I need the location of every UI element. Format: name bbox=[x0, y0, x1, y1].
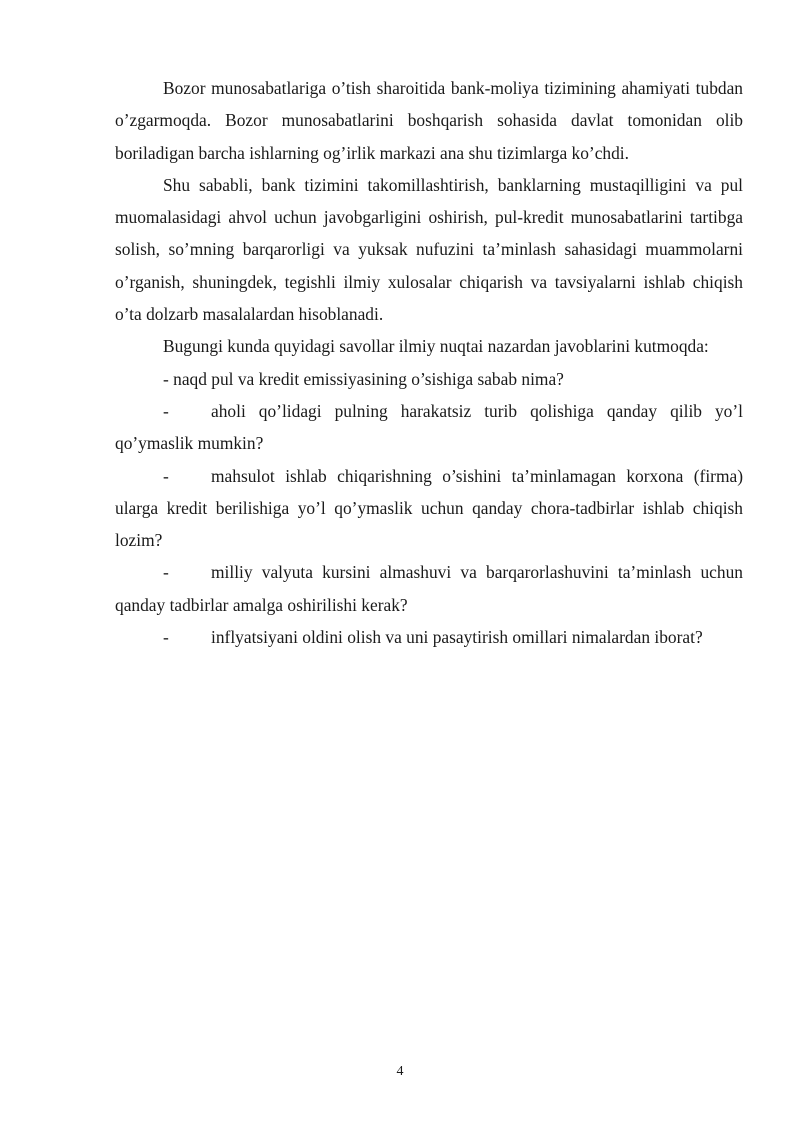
question-text: mahsulot ishlab chiqarishning o’sishini ta’minlamagan korxona (firma) ularga kredit berilishiga yo’l qo’ymaslik uchun qanday chora-tadbirlar ishlab chiqish lozim? bbox=[115, 465, 743, 551]
list-dash: - bbox=[163, 627, 169, 648]
question-item-1: - naqd pul va kredit emissiyasining o’sishiga sabab nima? bbox=[163, 368, 564, 389]
list-dash: - bbox=[163, 562, 169, 583]
question-text: milliy valyuta kursini almashuvi va barqarorlashuvini ta’minlash uchun qanday tadbirlar amalga oshirilishi kerak? bbox=[115, 562, 743, 615]
question-item-4 bbox=[115, 556, 743, 621]
paragraph-1: Bozor munosabatlariga o’tish sharoitida bank-moliya tizimining ahamiyati tubdan o’zgarmoqda. Bozor munosabatlarini boshqarish sohasida davlat tomonidan olib boriladigan barcha ishlarning og’irlik markazi ana shu tizimlarga ko’chdi. bbox=[115, 78, 743, 163]
paragraph-3: Bugungi kunda quyidagi savollar ilmiy nuqtai nazardan javoblarini kutmoqda: bbox=[163, 336, 709, 357]
question-item-3 bbox=[115, 460, 743, 557]
question-item-5 bbox=[115, 621, 743, 653]
paragraph-2: Shu sababli, bank tizimini takomillashtirish, banklarning mustaqilligini va pul muomalasidagi ahvol uchun javobgarligini oshirish, pul-kredit munosabatlarini tartibga solish, so’mning barqarorligi va yuksak nufuzini ta’minlash sahasidagi muammolarni o’rganish, shuningdek, tegishli ilmiy xulosalar chiqarish va tavsiyalarni ishlab chiqish o’ta dolzarb masalalardan hisoblanadi. bbox=[115, 174, 743, 325]
list-dash: - bbox=[163, 465, 169, 486]
question-text: inflyatsiyani oldini olish va uni pasaytirish omillari nimalardan iborat? bbox=[211, 627, 703, 648]
page-number: 4 bbox=[396, 1064, 404, 1079]
question-item-2 bbox=[115, 395, 743, 460]
list-dash: - bbox=[163, 400, 169, 421]
question-text: aholi qo’lidagi pulning harakatsiz turib qolishiga qanday qilib yo’l qo’ymaslik mumkin? bbox=[115, 400, 743, 454]
document-body bbox=[115, 72, 743, 653]
